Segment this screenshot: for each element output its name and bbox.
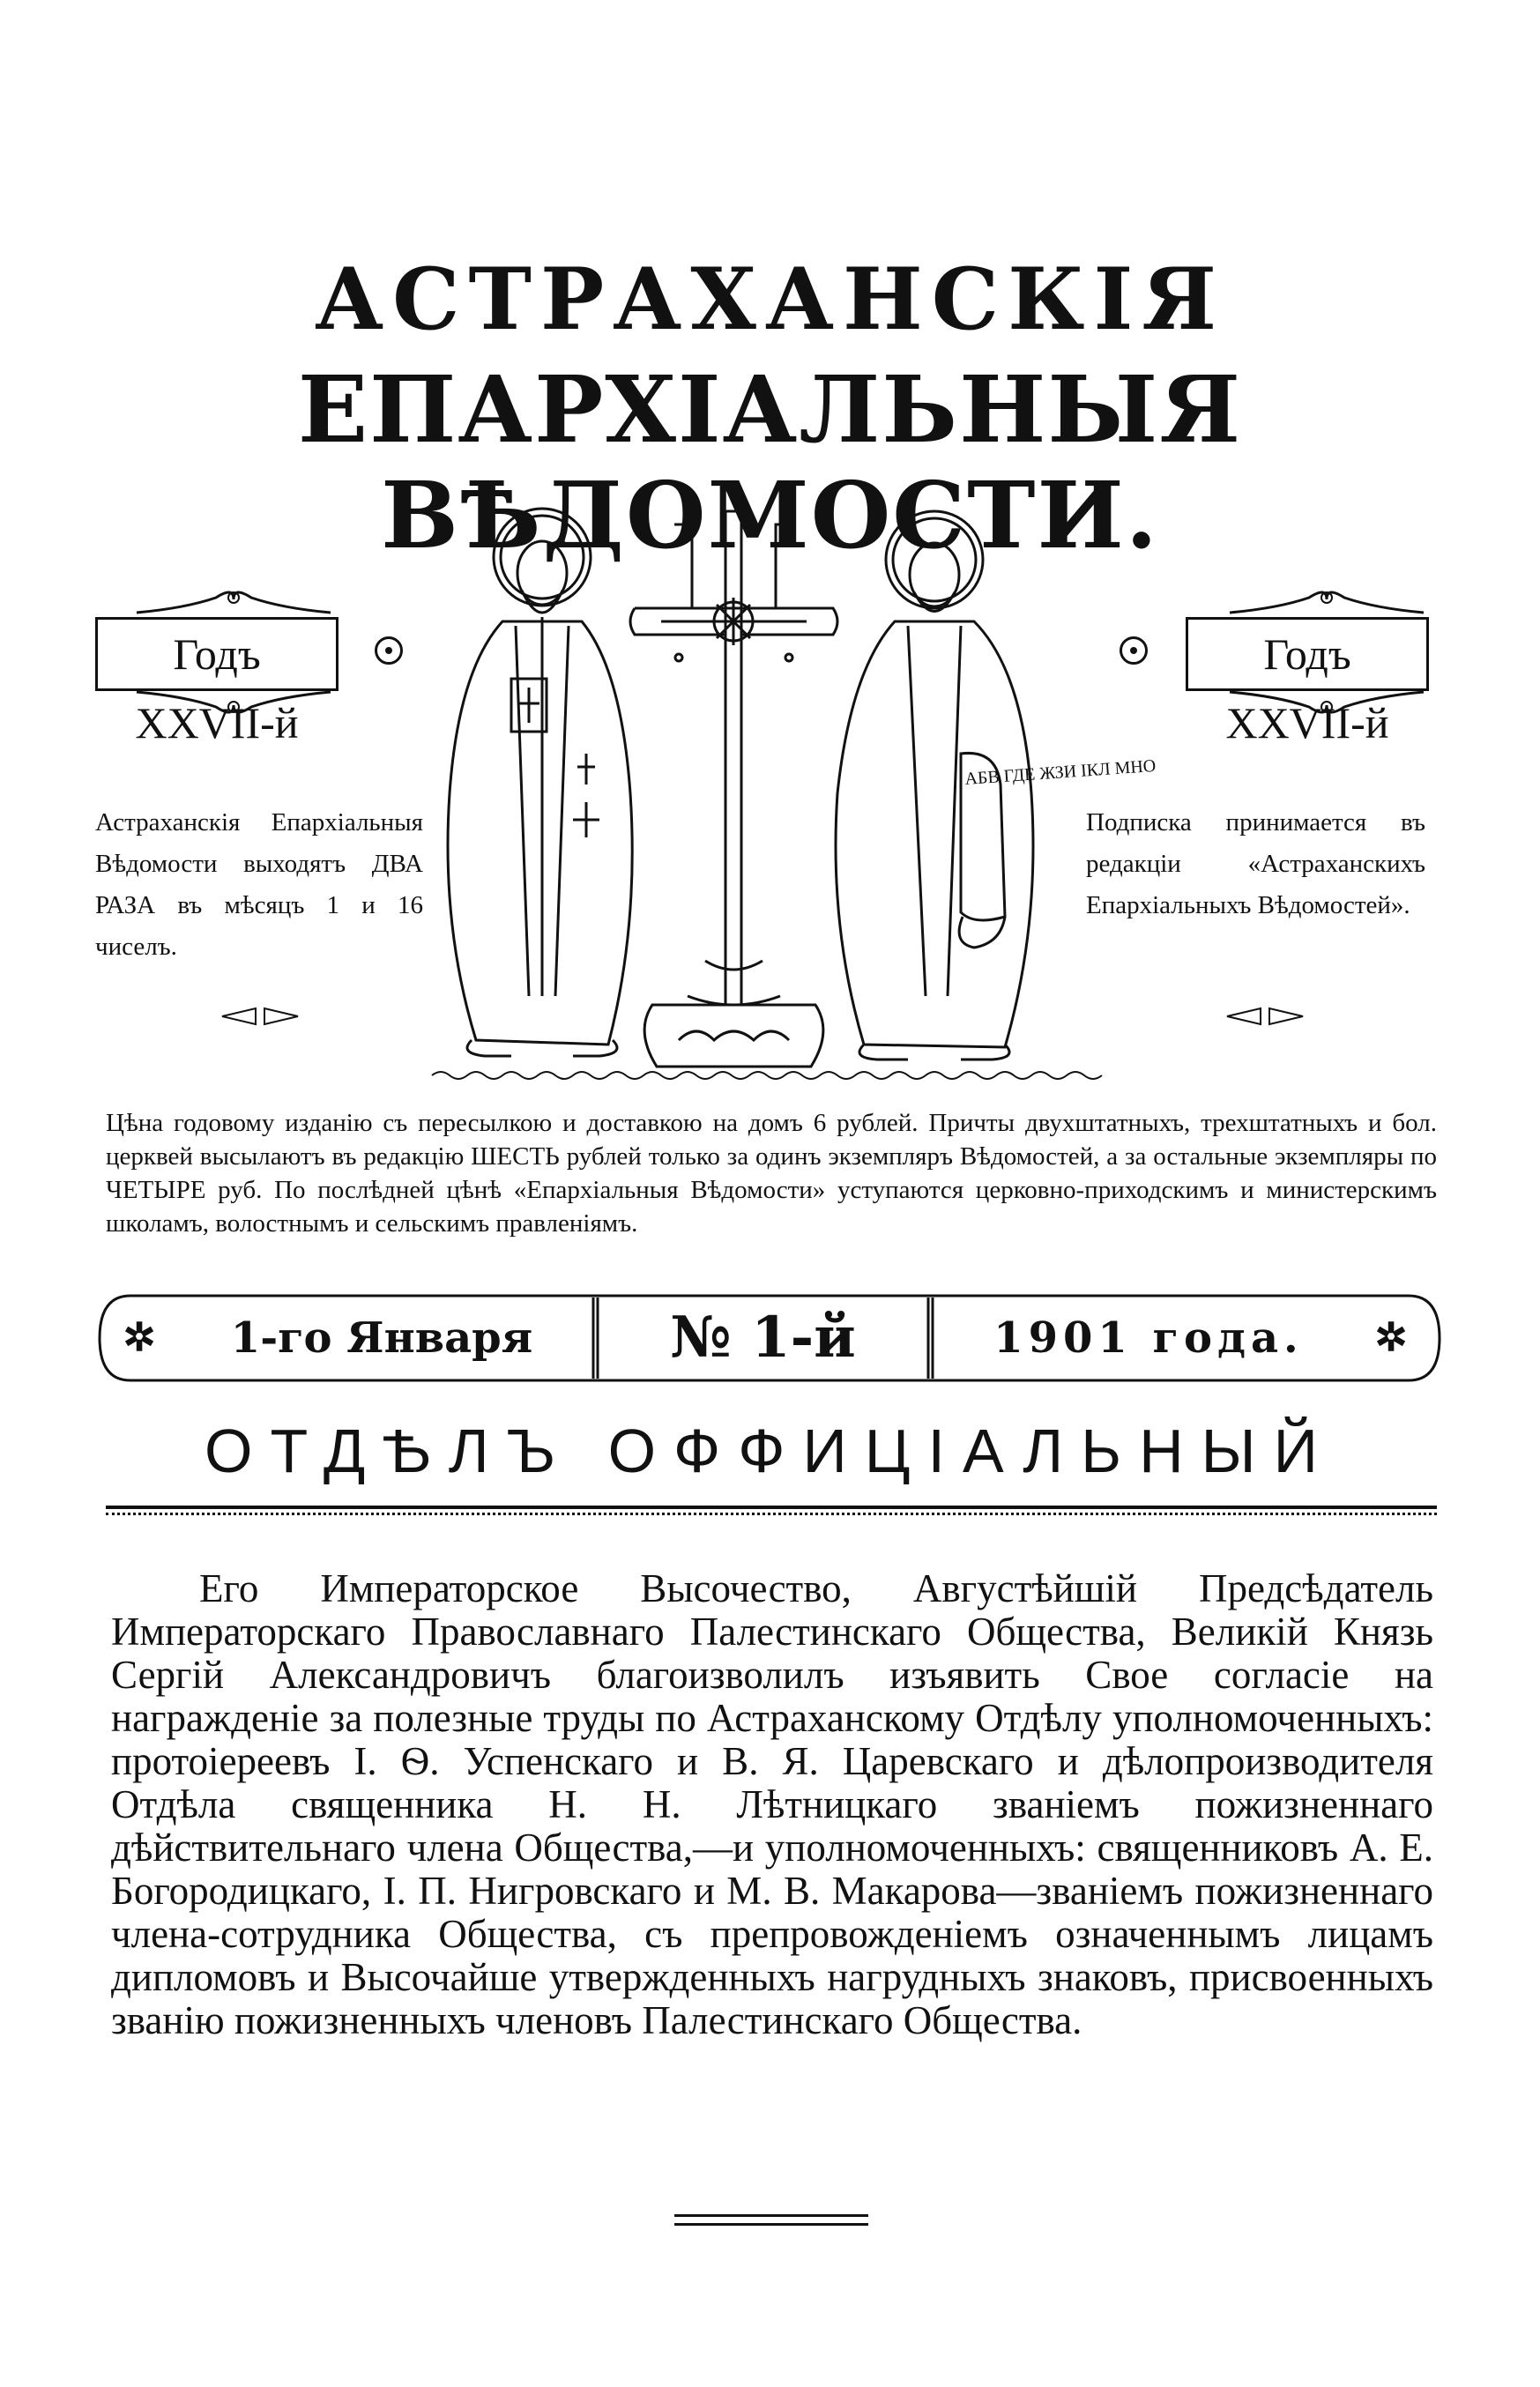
asterisk-icon-left: ✲ xyxy=(123,1315,156,1360)
body-paragraph: Его Императорское Высочество, Августѣйшій Предсѣдатель Императорскаго Православнаго Палестинскаго Общества, Великій Князь Сергій Александровичъ благоизволилъ изъявить Свое согласіе на награжденіе за полезные труды по Астраханскому Отдѣлу уполномоченныхъ: протоіереевъ І. Ѳ. Успенскаго и В. Я. Царевскаго и дѣлопроизводителя Отдѣла священника Н. Н. Лѣтницкаго званіемъ пожизненнаго дѣйствительнаго члена Общества,—и уполномоченныхъ: священниковъ А. Е. Богородицкаго, І. П. Нигровскаго и М. В. Макарова—званіемъ пожизненнаго члена-сотрудника Общества, съ препровожденіемъ означеннымъ лицамъ дипломовъ и Высочайше утвержденныхъ нагрудныхъ знаковъ, присвоенныхъ званію пожизненныхъ членовъ Палестинскаго Общества. xyxy=(111,1566,1433,2042)
section-rule-bottom xyxy=(106,1513,1437,1515)
subscription-note: Подписка принимается въ редакціи «Астраханскихъ Епархіальныхъ Вѣдомостей». xyxy=(1086,808,1425,919)
saint-left-figure xyxy=(448,509,632,1056)
ornament-top-right xyxy=(1225,582,1428,617)
section-title: ОТДѢЛЪ ОФФИЦІАЛЬНЫЙ xyxy=(205,1417,1335,1485)
year-badge-right: Годъ XXVII-й xyxy=(1186,617,1429,691)
closing-rule-bottom xyxy=(674,2223,868,2226)
ornament-bottom-right xyxy=(1225,688,1428,723)
issue-number: № 1-й xyxy=(670,1305,856,1371)
cross-figure xyxy=(630,511,837,1067)
frequency-note: Астраханскія Епархіальныя Вѣдомости выходятъ ДВА РАЗА въ мѣсяцъ 1 и 16 чиселъ. xyxy=(95,808,423,961)
ornament-top-left xyxy=(132,582,335,617)
issue-year: 1901 года. xyxy=(993,1313,1304,1363)
closing-rule-top xyxy=(674,2214,868,2217)
wavy-rule xyxy=(432,1067,1102,1084)
asterisk-icon-right: ✲ xyxy=(1374,1315,1408,1360)
small-ornament-left xyxy=(220,1003,300,1030)
section-rule-top xyxy=(106,1506,1437,1509)
price-info: Цѣна годовому изданію съ пересылкою и доставкою на домъ 6 рублей. Причты двухштатныхъ, трехштатныхъ и бол. церквей высылаютъ въ редакцію ШЕСТЬ рублей только за одинъ экземпляръ Вѣдомостей, а за остальные экземпляры по ЧЕТЫРЕ руб. По послѣдней цѣнѣ «Епархіальныя Вѣдомости» уступаются церковно-приходскимъ и министерскимъ школамъ, волостнымъ и сельскимъ правленіямъ. xyxy=(106,1109,1437,1238)
issue-bar xyxy=(95,1289,1444,1387)
small-ornament-right xyxy=(1225,1003,1305,1030)
year-badge-left: Годъ XXVII-й xyxy=(95,617,339,691)
bullet-left xyxy=(375,636,403,665)
issue-date: 1-го Января xyxy=(230,1313,533,1363)
ornament-bottom-left xyxy=(132,688,335,723)
saints-engraving xyxy=(423,502,1157,1084)
scroll-text: АБВ ГДЕ ЖЗИ ІКЛ МНО xyxy=(963,755,1157,789)
masthead-title-line1: АСТРАХАНСКІЯ xyxy=(314,249,1226,349)
masthead-title-line2: ЕПАРХІАЛЬНЫЯ ВѢДОМОСТИ. xyxy=(297,355,1243,569)
bullet-right xyxy=(1120,636,1148,665)
